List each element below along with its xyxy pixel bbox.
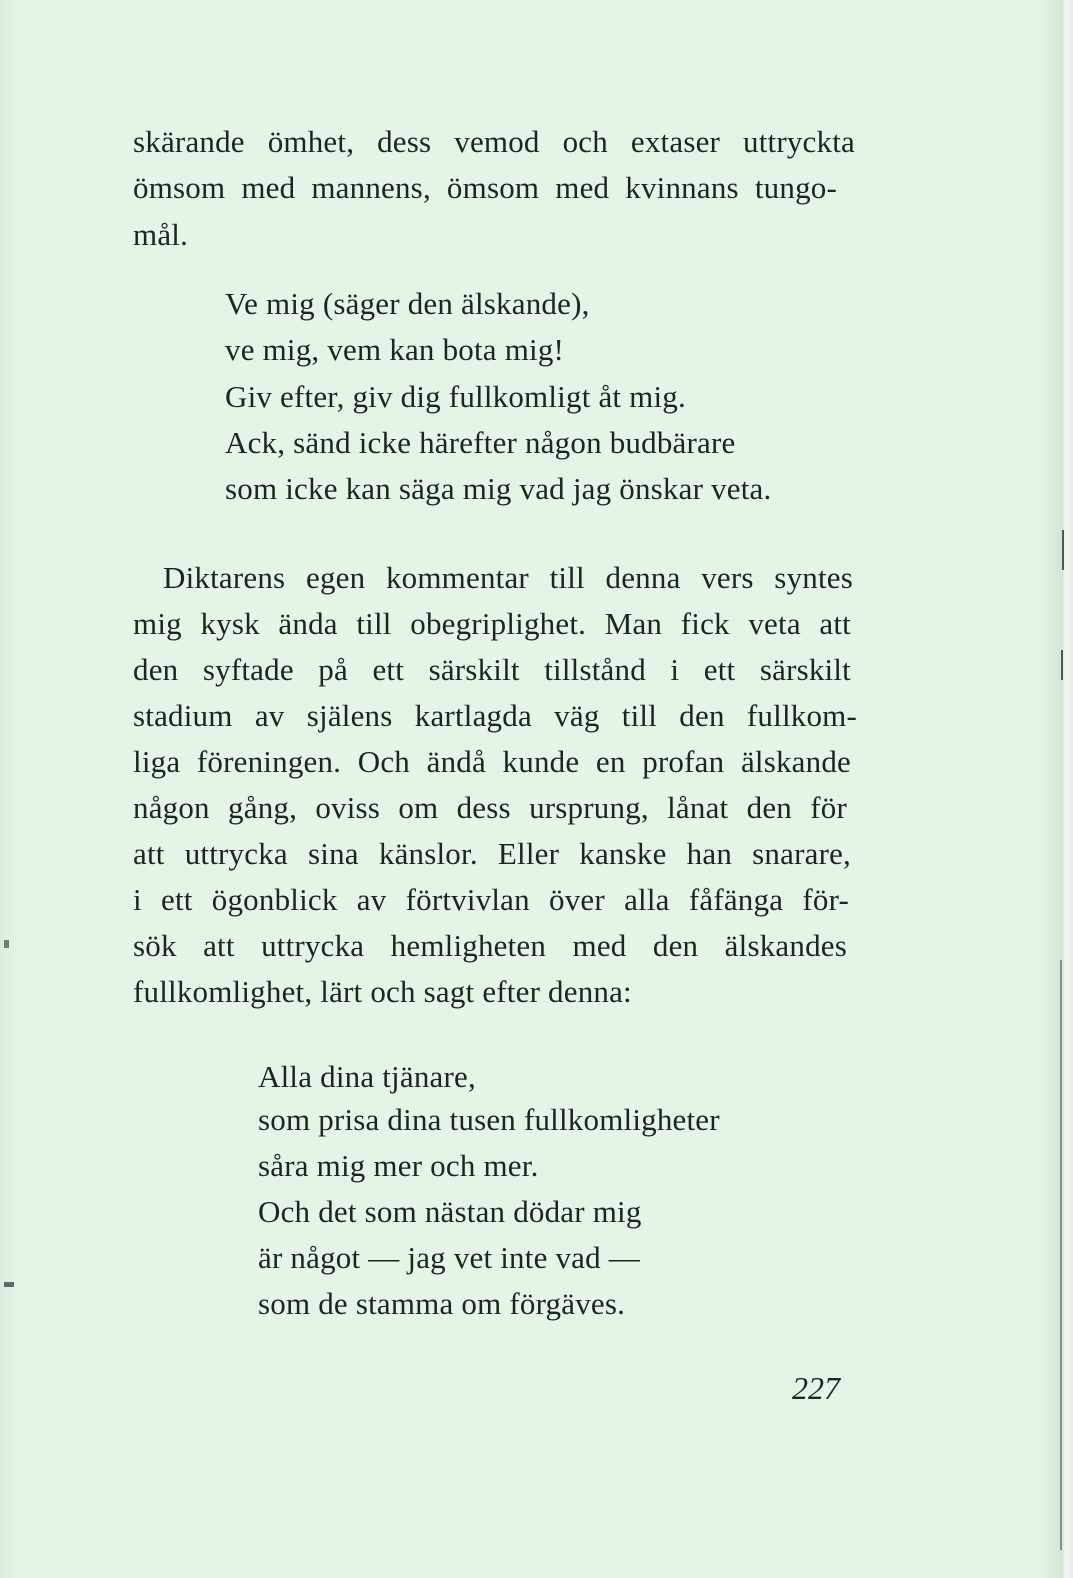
prose-line: någon gång, oviss om dess ursprung, lånat den för <box>133 790 847 825</box>
verse-line: som icke kan säga mig vad jag önskar veta. <box>225 471 772 506</box>
scan-edge-mark <box>1062 530 1064 570</box>
verse-line: ve mig, vem kan bota mig! <box>225 332 565 367</box>
scan-edge-mark <box>4 1282 14 1287</box>
scan-edge-mark <box>1060 960 1062 1550</box>
prose-line: mål. <box>133 217 189 252</box>
verse-line: som prisa dina tusen fullkomligheter <box>258 1102 720 1137</box>
scan-edge-mark <box>4 940 9 948</box>
prose-line: att uttrycka sina känslor. Eller kanske han snarare, <box>133 836 851 871</box>
verse-line: Ack, sänd icke härefter någon budbärare <box>225 425 736 460</box>
verse-line: Ve mig (säger den älskande), <box>225 286 590 321</box>
prose-line: fullkomlighet, lärt och sagt efter denna: <box>133 974 632 1009</box>
verse-line: Och det som nästan dödar mig <box>258 1194 642 1229</box>
prose-line: den syftade på ett särskilt tillstånd i ett särskilt <box>133 652 851 687</box>
prose-line: ömsom med mannens, ömsom med kvinnans tungo- <box>133 170 837 205</box>
prose-line: i ett ögonblick av förtvivlan över alla fåfänga för- <box>133 882 849 917</box>
verse-line: Alla dina tjänare, <box>258 1059 476 1094</box>
prose-line: stadium av själens kartlagda väg till den fullkom- <box>133 698 857 733</box>
prose-line: Diktarens egen kommentar till denna vers syntes <box>163 560 853 595</box>
prose-line: mig kysk ända till obegriplighet. Man fick veta att <box>133 606 851 641</box>
prose-line: skärande ömhet, dess vemod och extaser uttryckta <box>133 124 855 159</box>
page-number: 227 <box>792 1370 840 1406</box>
verse-line: såra mig mer och mer. <box>258 1148 539 1183</box>
verse-line: Giv efter, giv dig fullkomligt åt mig. <box>225 379 686 414</box>
scan-edge-mark <box>1061 650 1063 680</box>
verse-line: som de stamma om förgäves. <box>258 1286 626 1321</box>
prose-line: liga föreningen. Och ändå kunde en profan älskande <box>133 744 851 779</box>
prose-line: sök att uttrycka hemligheten med den älskandes <box>133 928 847 963</box>
verse-line: är något — jag vet inte vad — <box>258 1240 640 1275</box>
